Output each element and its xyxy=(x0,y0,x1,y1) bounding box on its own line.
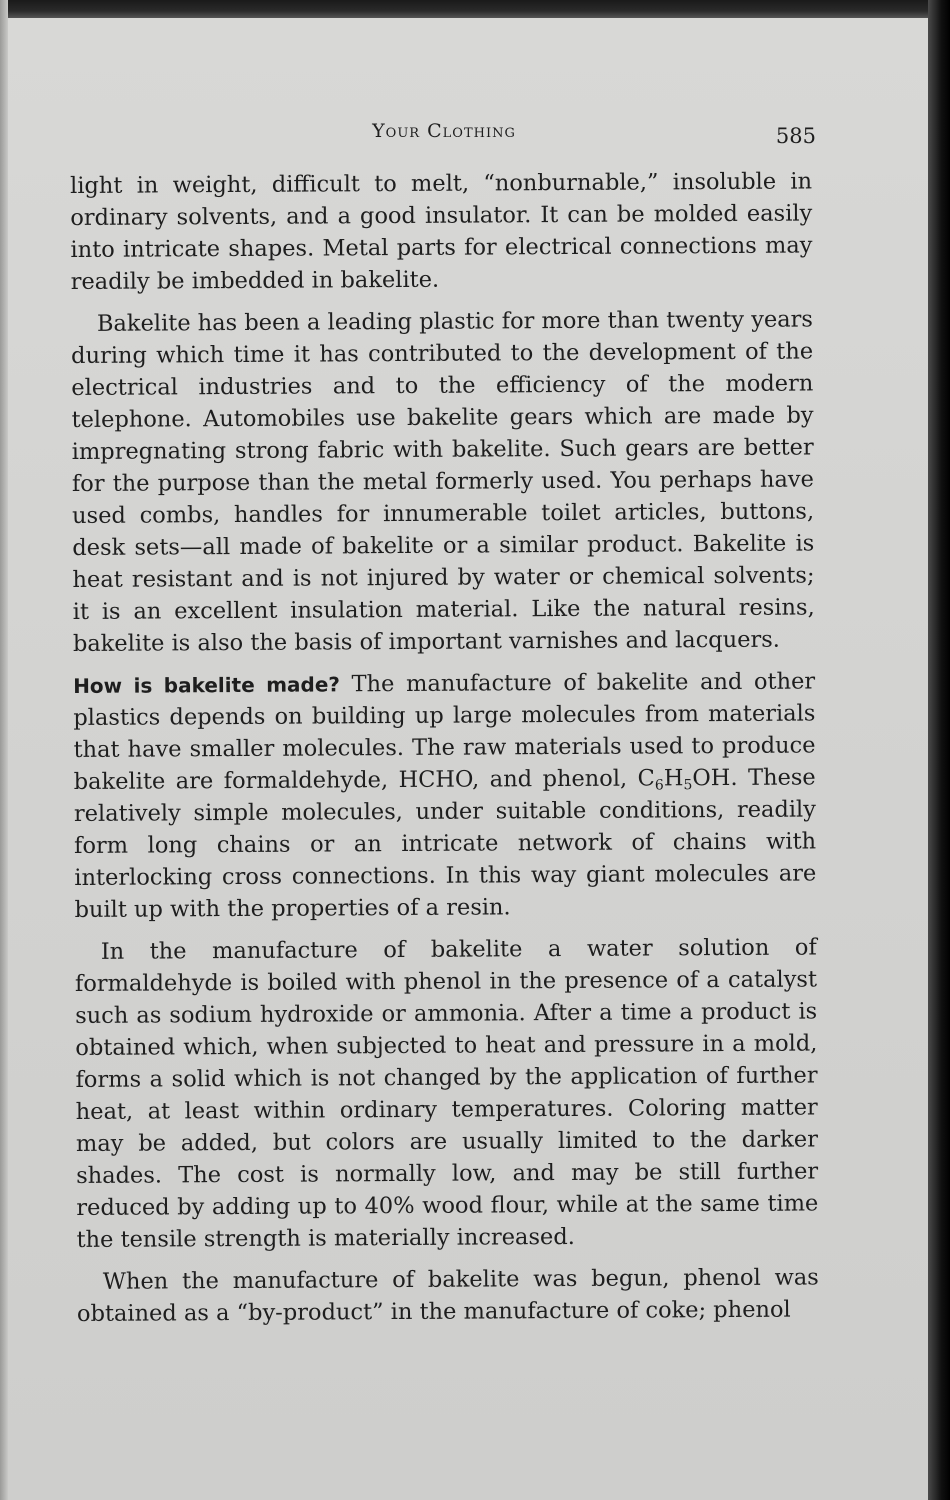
formula-c: C xyxy=(637,765,655,792)
body-text xyxy=(70,165,819,1340)
paragraph-3 xyxy=(73,665,817,926)
paragraph-1: light in weight, difficult to melt, “nonburnable,” insoluble in ordinary solvents, and a good insulator. It can be molded easily into intricate shapes. Metal parts for electrical connections may readily be imbedded in bakelite. xyxy=(70,168,813,295)
paragraph-4: In the manufacture of bakelite a water solution of formaldehyde is boiled with phenol in the presence of a catalyst such as sodium hydroxide or ammonia. After a time a product is obtained which, when subjected to heat and pressure in a mold, forms a solid which is not changed by the application of further heat, at least within ordinary temperatures. Coloring matter may be added, but colors are usually limited to the darker shades. The cost is normally low, and may be still further reduced by adding up to 40% wood flour, while at the same time the tensile strength is materially increased. xyxy=(74,934,819,1253)
formula-oh: OH xyxy=(692,764,731,792)
paragraph-5: When the manufacture of bakelite was begun, phenol was obtained as a “by-product” in the manufacture of coke; phenol xyxy=(76,1264,819,1327)
paragraph-3-text-a: The manufacture of bakelite and other plastics depends on building up large molecules from materials that have smaller molecules. The raw materials used to produce bakelite are formaldehyde, HCHO, and phenol, xyxy=(73,668,816,795)
running-title: Your Clothing xyxy=(372,120,516,142)
page-number: 585 xyxy=(775,124,816,148)
formula-h: H xyxy=(663,765,684,792)
formula-h-subscript: 5 xyxy=(683,777,693,794)
formula-c-subscript: 6 xyxy=(654,777,664,794)
page-header xyxy=(70,120,818,156)
page-left-edge xyxy=(0,0,8,1500)
paragraph-2: Bakelite has been a leading plastic for more than twenty years during which time it has contributed to the development of the electrical industries and to the efficiency of the modern telephone. Automobiles use bakelite gears which are made by impregnating strong fabric with bakelite. Such gears are better for the purpose than the metal formerly used. You perhaps have used combs, handles for innumerable toilet articles, buttons, desk sets—all made of bakelite or a similar product. Bakelite is heat resistant and is not injured by water or chemical solvents; it is an excellent insulation material. Like the natural resins, bakelite is also the basis of important varnishes and lacquers. xyxy=(71,306,815,657)
section-run-in-heading: How is bakelite made? xyxy=(73,672,341,698)
page-right-edge xyxy=(928,0,950,1500)
paragraph-3-text-b: . These relatively simple molecules, under suitable conditions, readily form long chains or an intricate network of chains with interlocking cross connections. In this way giant molecules are built up with the properties of a resin. xyxy=(73,764,817,923)
page-top-edge xyxy=(0,0,950,18)
phenol-formula xyxy=(638,765,731,792)
